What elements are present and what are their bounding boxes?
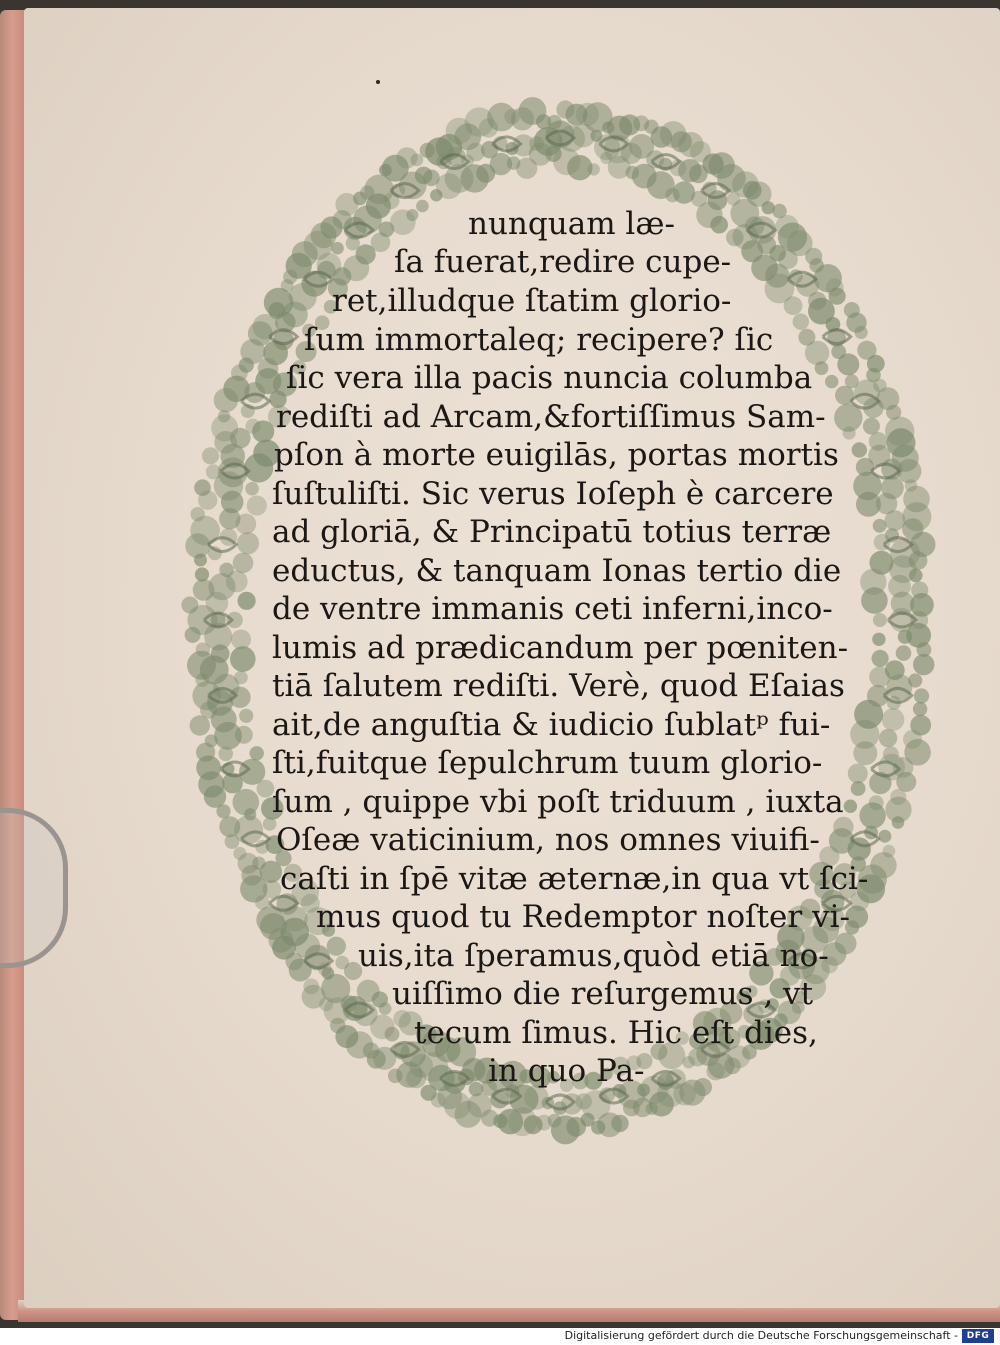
footer-credit: Digitalisierung gefördert durch die Deutsche Forschungsgemeinschaft -	[564, 1329, 958, 1342]
text-line: ſic vera illa pacis nuncia columba	[286, 360, 813, 396]
text-line: mus quod tu Redemptor noſter vi-	[316, 899, 850, 935]
text-line: uis,ita ſperamus,quòd etiā no-	[358, 938, 829, 974]
text-line: ſa fuerat,redire cupe-	[394, 244, 732, 280]
text-line: ſti,fuitque ſepulchrum tuum glorio-	[272, 745, 823, 781]
text-line: ſuſtuliſti. Sic verus Ioſeph è carcere	[272, 476, 834, 512]
dfg-logo: DFG	[962, 1329, 994, 1343]
text-line: uiſſimo die reſurgemus , vt	[392, 976, 814, 1012]
text-line: pſon à morte euigilās, portas mortis	[274, 437, 839, 473]
text-line: ſum immortaleq; recipere? ſic	[304, 322, 774, 358]
text-line: ad gloriā, & Principatū totius terræ	[272, 514, 832, 550]
text-line: tiā ſalutem rediſti. Verè, quod Eſaias	[272, 668, 845, 704]
text-line: caſti in ſpē vitæ æternæ,in qua vt ſci-	[280, 861, 869, 897]
ink-speck	[376, 80, 380, 84]
text-line: eductus, & tanquam Ionas tertio die	[272, 553, 842, 589]
text-line: Oſeæ vaticinium, nos omnes viuifi-	[276, 822, 820, 858]
text-line: ait,de anguſtia & iudicio ſublatᵖ fui-	[272, 707, 831, 743]
text-line: lumis ad prædicandum per pœniten-	[272, 630, 849, 666]
text-line: de ventre immanis ceti inferni,inco-	[272, 591, 833, 627]
text-line: rediſti ad Arcam,&fortiſſimus Sam-	[276, 399, 826, 435]
text-line: tecum ſimus. Hic eſt dies,	[414, 1015, 818, 1051]
digitization-footer	[0, 1328, 1000, 1345]
text-line: ſum , quippe vbi poſt triduum , iuxta	[272, 784, 844, 820]
text-line: nunquam læ-	[468, 206, 675, 242]
text-line: in quo Pa-	[488, 1053, 645, 1089]
text-line: ret,illudque ſtatim glorio-	[332, 283, 732, 319]
